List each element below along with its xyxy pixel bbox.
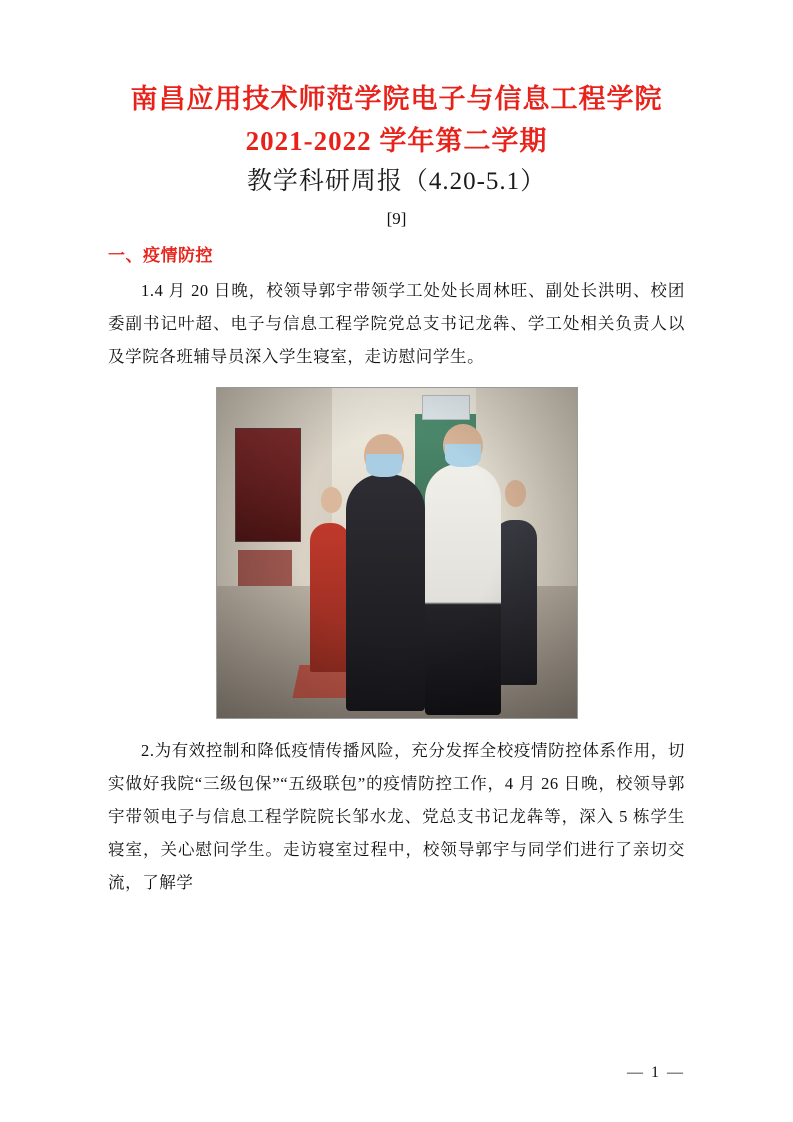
paragraph-2: 2.为有效控制和降低疫情传播风险，充分发挥全校疫情防控体系作用，切实做好我院“三级包保”“五级联包”的疫情防控工作，4 月 26 日晚，校领导郭宇带领电子与信息工程学院院长邹水龙、党总支书记龙犇等，深入 5 栋学生寝室，关心慰问学生。走访寝室过程中，校领导郭宇与同学们进行了亲切交流，了解学 [108, 741, 685, 892]
issue-number: [9] [386, 209, 407, 228]
section-heading-epidemic-prevention: 一、疫情防控 [108, 246, 213, 265]
page-number: — 1 — [627, 1064, 685, 1081]
document-subtitle: 教学科研周报（4.20-5.1） [246, 168, 547, 195]
title-line-2: 2021-2022 学年第二学期 [245, 126, 548, 156]
page-title [108, 78, 685, 162]
title-line-1: 南昌应用技术师范学院电子与信息工程学院 [130, 84, 663, 114]
figure-container [108, 387, 685, 724]
photo-vignette [217, 388, 577, 718]
photo-dorm-visit [216, 387, 578, 719]
paragraph-1: 1.4 月 20 日晚，校领导郭宇带领学工处处长周林旺、副处长洪明、校团委副书记叶超、电子与信息工程学院党总支书记龙犇、学工处相关负责人以及学院各班辅导员深入学生寝室，走访慰问学生。 [108, 281, 685, 366]
